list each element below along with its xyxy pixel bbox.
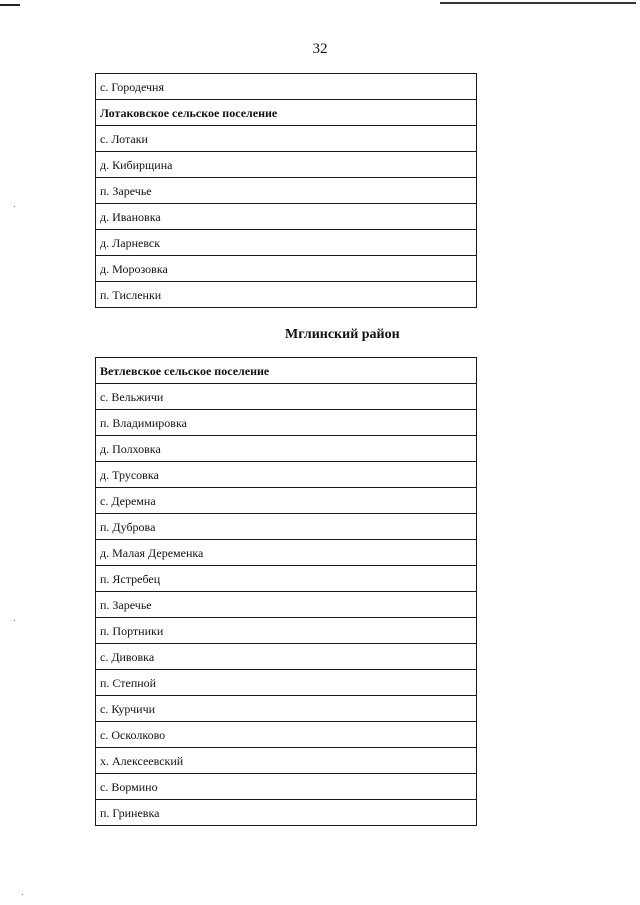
- settlement-row: [96, 618, 477, 644]
- settlement-name: п. Заречье: [96, 592, 477, 618]
- table-body: [96, 74, 477, 308]
- settlement-name: с. Лотаки: [96, 126, 477, 152]
- settlement-row: [96, 178, 477, 204]
- settlement-name: с. Вельжичи: [96, 384, 477, 410]
- settlement-name: с. Курчичи: [96, 696, 477, 722]
- settlement-name: п. Заречье: [96, 178, 477, 204]
- settlement-row: [96, 126, 477, 152]
- settlement-name: с. Деремна: [96, 488, 477, 514]
- settlement-row: [96, 670, 477, 696]
- settlement-name: п. Дуброва: [96, 514, 477, 540]
- settlement-name: п. Владимировка: [96, 410, 477, 436]
- settlement-row: [96, 410, 477, 436]
- settlement-row: [96, 256, 477, 282]
- settlement-name: д. Ивановка: [96, 204, 477, 230]
- settlement-name: д. Полховка: [96, 436, 477, 462]
- scan-speck: [22, 894, 23, 895]
- table-body: [96, 358, 477, 826]
- settlement-name: с. Дивовка: [96, 644, 477, 670]
- settlement-group-name: Лотаковское сельское поселение: [96, 100, 477, 126]
- settlement-row: [96, 514, 477, 540]
- page-number: 32: [312, 41, 328, 57]
- settlement-row: [96, 384, 477, 410]
- scan-speck: [14, 620, 15, 621]
- settlement-group-name: Ветлевское сельское поселение: [96, 358, 477, 384]
- settlements-table-lotakovskoe: [95, 73, 477, 308]
- settlement-row: [96, 74, 477, 100]
- settlement-group-header-row: [96, 100, 477, 126]
- settlement-row: [96, 462, 477, 488]
- settlement-group-header-row: [96, 358, 477, 384]
- settlement-row: [96, 540, 477, 566]
- district-title: Мглинский район: [285, 327, 400, 342]
- settlement-row: [96, 800, 477, 826]
- settlement-row: [96, 488, 477, 514]
- settlement-row: [96, 282, 477, 308]
- settlement-row: [96, 722, 477, 748]
- settlement-row: [96, 696, 477, 722]
- settlement-row: [96, 644, 477, 670]
- settlement-name: д. Морозовка: [96, 256, 477, 282]
- settlement-name: с. Вормино: [96, 774, 477, 800]
- settlement-name: п. Степной: [96, 670, 477, 696]
- settlement-row: [96, 592, 477, 618]
- settlement-name: п. Ястребец: [96, 566, 477, 592]
- settlement-name: п. Тисленки: [96, 282, 477, 308]
- settlement-name: д. Трусовка: [96, 462, 477, 488]
- settlement-row: [96, 436, 477, 462]
- settlement-row: [96, 152, 477, 178]
- settlement-row: [96, 774, 477, 800]
- settlement-row: [96, 748, 477, 774]
- settlement-row: [96, 566, 477, 592]
- settlement-name: д. Кибирщина: [96, 152, 477, 178]
- settlement-name: п. Гриневка: [96, 800, 477, 826]
- settlement-row: [96, 230, 477, 256]
- scan-artifact-left: [0, 4, 20, 6]
- settlement-row: [96, 204, 477, 230]
- settlement-name: д. Малая Деременка: [96, 540, 477, 566]
- settlements-table-mglinsky: [95, 357, 477, 826]
- settlement-name: п. Портники: [96, 618, 477, 644]
- scan-artifact-right: [440, 2, 636, 4]
- scan-speck: [14, 206, 15, 207]
- settlement-name: с. Городечня: [96, 74, 477, 100]
- settlement-name: х. Алексеевский: [96, 748, 477, 774]
- settlement-name: с. Осколково: [96, 722, 477, 748]
- settlement-name: д. Ларневск: [96, 230, 477, 256]
